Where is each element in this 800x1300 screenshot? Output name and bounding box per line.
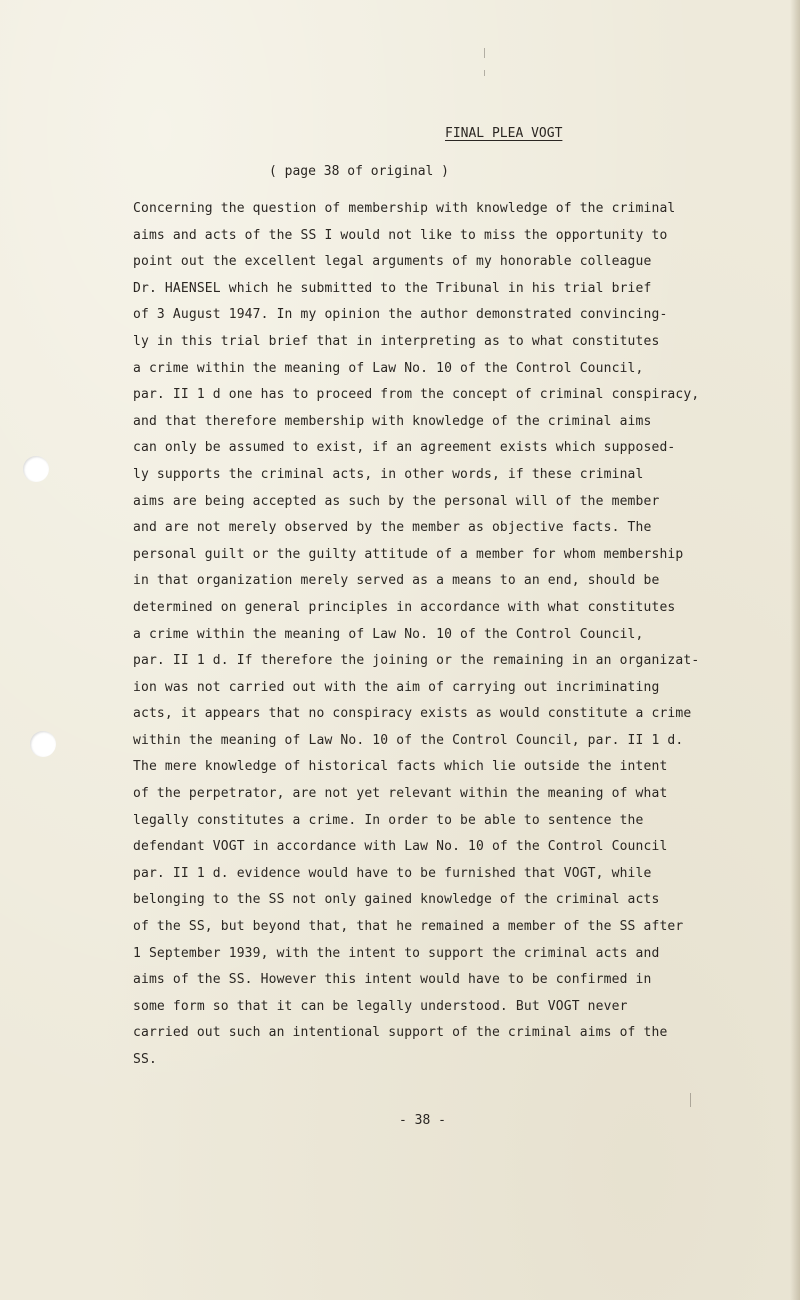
body-text-line: a crime within the meaning of Law No. 10 of the Control Council, bbox=[133, 626, 644, 642]
document-subtitle: ( page 38 of original ) bbox=[269, 164, 450, 179]
body-text-line: legally constitutes a crime. In order to be able to sentence the bbox=[133, 812, 644, 828]
body-text-line: acts, it appears that no conspiracy exists as would constitute a crime bbox=[133, 706, 692, 722]
document-title: FINAL PLEA VOGT bbox=[445, 126, 563, 141]
paper-mark bbox=[690, 1093, 691, 1107]
body-text-line: 1 September 1939, with the intent to support the criminal acts and bbox=[133, 945, 660, 961]
punch-hole-lower bbox=[30, 731, 56, 757]
body-text-line: defendant VOGT in accordance with Law No. 10 of the Control Council bbox=[133, 839, 668, 855]
body-text-line: belonging to the SS not only gained knowledge of the criminal acts bbox=[133, 892, 660, 908]
body-text-line: within the meaning of Law No. 10 of the Control Council, par. II 1 d. bbox=[133, 732, 684, 748]
body-text-line: of the perpetrator, are not yet relevant within the meaning of what bbox=[133, 786, 668, 802]
body-text-line: ly supports the criminal acts, in other words, if these criminal bbox=[133, 466, 644, 482]
page-number: - 38 - bbox=[399, 1113, 446, 1128]
paper-mark bbox=[484, 70, 485, 76]
paper-mark bbox=[484, 48, 485, 58]
body-text-line: a crime within the meaning of Law No. 10 of the Control Council, bbox=[133, 360, 644, 376]
body-text-line: of the SS, but beyond that, that he remained a member of the SS after bbox=[133, 919, 684, 935]
punch-hole-upper bbox=[23, 456, 49, 482]
body-text-line: some form so that it can be legally understood. But VOGT never bbox=[133, 998, 628, 1014]
body-text-line: and are not merely observed by the member as objective facts. The bbox=[133, 520, 652, 536]
body-text-line: par. II 1 d. evidence would have to be furnished that VOGT, while bbox=[133, 865, 652, 881]
body-text-line: Concerning the question of membership with knowledge of the criminal bbox=[133, 201, 676, 216]
document-body bbox=[133, 196, 733, 1074]
paper-edge-shadow bbox=[790, 0, 800, 1300]
body-text-line: Dr. HAENSEL which he submitted to the Tribunal in his trial brief bbox=[133, 280, 652, 296]
body-text-line: aims and acts of the SS I would not like to miss the opportunity to bbox=[133, 227, 668, 243]
body-text-line: can only be assumed to exist, if an agreement exists which supposed- bbox=[133, 440, 676, 456]
body-text-line: The mere knowledge of historical facts which lie outside the intent bbox=[133, 759, 668, 775]
body-text-line: point out the excellent legal arguments of my honorable colleague bbox=[133, 254, 652, 270]
body-text-line: personal guilt or the guilty attitude of a member for whom membership bbox=[133, 546, 684, 562]
body-text-line: aims of the SS. However this intent would have to be confirmed in bbox=[133, 972, 652, 988]
body-text-line: par. II 1 d. If therefore the joining or the remaining in an organizat- bbox=[133, 653, 700, 669]
body-text-line: par. II 1 d one has to proceed from the concept of criminal conspiracy, bbox=[133, 387, 700, 403]
body-text-line: of 3 August 1947. In my opinion the author demonstrated convincing- bbox=[133, 307, 668, 323]
body-text-line: SS. bbox=[133, 1052, 157, 1067]
body-text-line: and that therefore membership with knowledge of the criminal aims bbox=[133, 413, 652, 429]
body-text-line: in that organization merely served as a means to an end, should be bbox=[133, 573, 660, 589]
body-text-line: aims are being accepted as such by the personal will of the member bbox=[133, 493, 660, 509]
body-text-line: carried out such an intentional support of the criminal aims of the bbox=[133, 1025, 668, 1041]
body-text-line: ly in this trial brief that in interpreting as to what constitutes bbox=[133, 333, 660, 349]
body-text-line: ion was not carried out with the aim of carrying out incriminating bbox=[133, 679, 660, 695]
body-text-line: determined on general principles in accordance with what constitutes bbox=[133, 599, 676, 615]
